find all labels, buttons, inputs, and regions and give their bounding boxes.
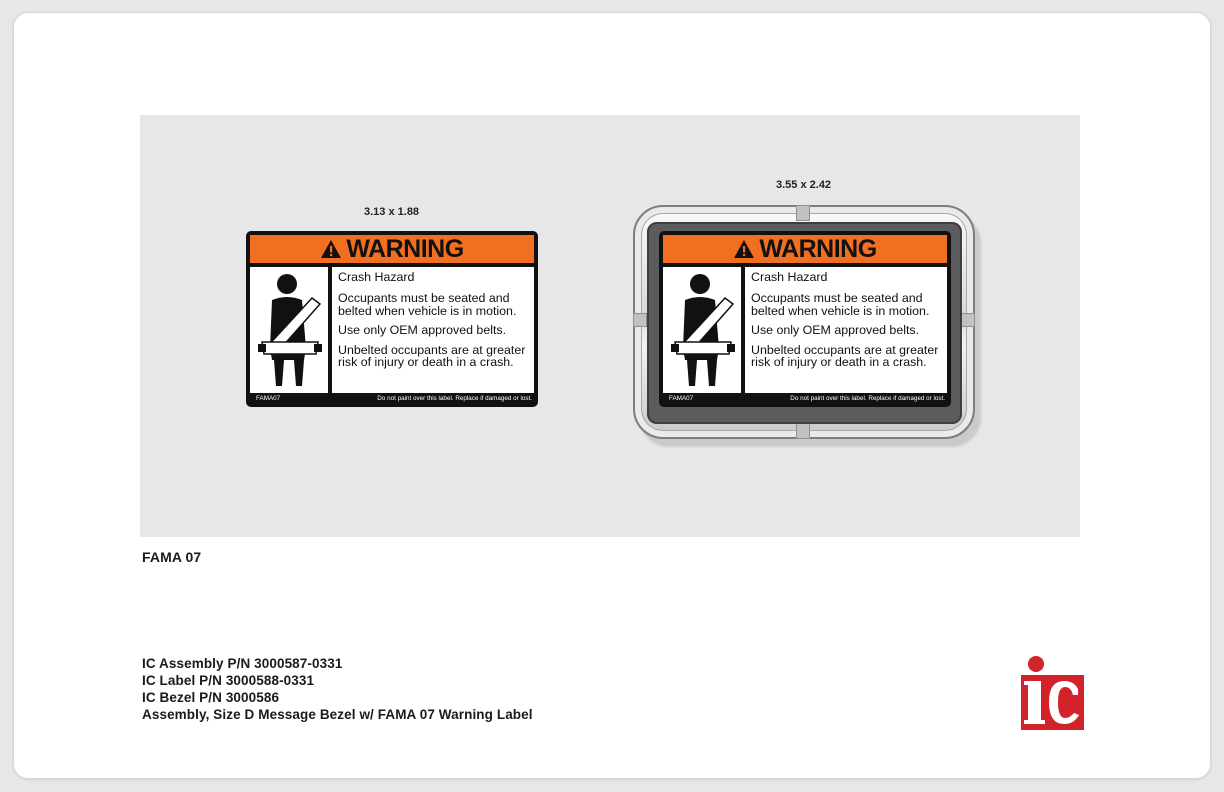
message-line: Occupants must be seated and belted when vehicle is in motion. bbox=[751, 291, 930, 318]
bezel-part-number: IC Bezel P/N 3000586 bbox=[142, 690, 280, 705]
message-line: Unbelted occupants are at greater risk of injury or death in a crash. bbox=[338, 342, 526, 370]
signal-word: WARNING bbox=[759, 234, 877, 263]
ic-logo-icon bbox=[1018, 655, 1084, 731]
bezel-notch-right bbox=[961, 313, 975, 327]
bezel-notch-top bbox=[796, 205, 810, 221]
footer-note: Do not paint over this label. Replace if damaged or lost. bbox=[377, 394, 532, 402]
seated-belted-person-icon bbox=[667, 270, 737, 390]
hazard-title: Crash Hazard bbox=[751, 270, 828, 284]
signal-word-bar bbox=[663, 235, 947, 263]
seated-belted-person-icon bbox=[254, 270, 324, 390]
assembly-part-number: IC Assembly P/N 3000587-0331 bbox=[142, 656, 343, 671]
label-size-dimension: 3.13 x 1.88 bbox=[364, 206, 420, 218]
message-panel bbox=[745, 267, 947, 393]
assembly-size-dimension: 3.55 x 2.42 bbox=[776, 179, 832, 191]
signal-word-bar bbox=[250, 235, 534, 263]
seatbelt-pictogram bbox=[250, 267, 328, 393]
label-part-number: IC Label P/N 3000588-0331 bbox=[142, 673, 315, 688]
warning-label-in-bezel bbox=[659, 231, 951, 407]
warning-triangle-icon bbox=[320, 239, 342, 259]
signal-word: WARNING bbox=[346, 234, 464, 263]
bezel-notch-left bbox=[633, 313, 647, 327]
product-panel bbox=[140, 115, 1080, 537]
label-code: FAMA07 bbox=[669, 394, 694, 402]
message-line: Use only OEM approved belts. bbox=[338, 323, 507, 338]
footer-note: Do not paint over this label. Replace if damaged or lost. bbox=[790, 394, 945, 402]
label-footer bbox=[250, 393, 534, 403]
message-line: Use only OEM approved belts. bbox=[751, 323, 920, 338]
hazard-title: Crash Hazard bbox=[338, 270, 415, 284]
message-line: Occupants must be seated and belted when vehicle is in motion. bbox=[338, 291, 517, 318]
assembly-description: Assembly, Size D Message Bezel w/ FAMA 07 Warning Label bbox=[142, 707, 533, 722]
label-code: FAMA07 bbox=[256, 394, 281, 402]
model-name: FAMA 07 bbox=[142, 549, 202, 565]
message-line: Unbelted occupants are at greater risk of injury or death in a crash. bbox=[751, 342, 939, 370]
warning-triangle-icon bbox=[733, 239, 755, 259]
warning-label bbox=[246, 231, 538, 407]
ic-logo bbox=[1018, 655, 1084, 731]
message-panel bbox=[332, 267, 534, 393]
seatbelt-pictogram bbox=[663, 267, 741, 393]
label-footer bbox=[663, 393, 947, 403]
bezel-notch-bottom bbox=[796, 423, 810, 439]
